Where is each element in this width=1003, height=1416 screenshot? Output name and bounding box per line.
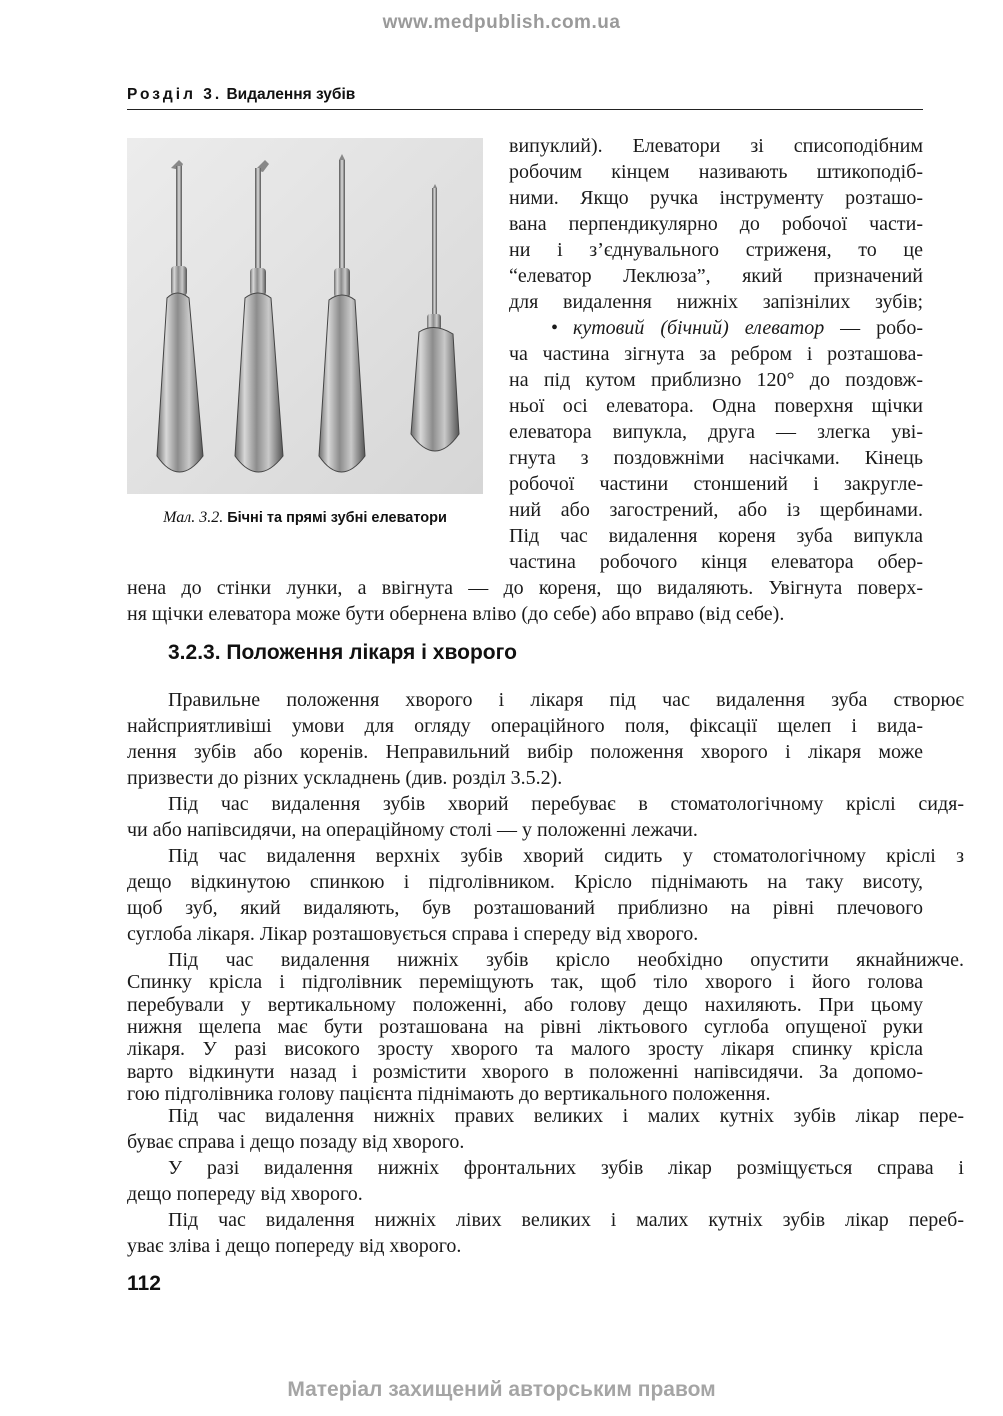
text-line: вана перпендикулярно до робочої части- (509, 213, 923, 235)
text-line: гою підголівника голову пацієнта піднімають до вертикального положення. (127, 1082, 771, 1105)
text-line: випуклий). Елеватори зі списоподібним (509, 135, 923, 157)
running-head-section: Розділ 3. (127, 86, 223, 103)
text-line: Під час видалення верхніх зубів хворий сидить у стоматологічному кріслі з (168, 845, 964, 867)
text-line: нижня щелепа має бути розташована на рівні ліктьового суглоба опущеної руки (127, 1015, 923, 1038)
figure-label: Мал. 3.2. (163, 509, 224, 526)
text-line: призвести до різних ускладнень (див. розділ 3.5.2). (127, 767, 563, 789)
text-line: уває зліва і дещо попереду від хворого. (127, 1235, 462, 1257)
text-line: Під час видалення нижніх зубів крісло необхідно опустити якнайнижче. (168, 949, 964, 971)
text-line: У разі видалення нижніх фронтальних зубів лікар розміщується справа і (168, 1157, 964, 1179)
text-line: ня щічки елеватора може бути обернена вліво (до себе) або вправо (від себе). (127, 603, 785, 625)
text-line: перебували у вертикальному положенні, або голову дещо нахиляють. При цьому (127, 993, 923, 1016)
text-line: “елеватор Леклюза”, який призначений (509, 265, 923, 287)
text-line: робочим кінцем називають штикоподіб- (509, 161, 923, 183)
text-line: Спинку крісла і підголівник переміщують так, щоб тіло хворого і його голова (127, 971, 923, 994)
header-rule (127, 109, 923, 110)
watermark-url: www.medpublish.com.ua (382, 12, 621, 33)
figure-caption (127, 509, 483, 527)
text-line: ньої осі елеватора. Одна поверхня щічки (509, 395, 923, 417)
text-line: ними. Якщо ручка інструменту розташо- (509, 187, 923, 209)
text-line: елеватора випукла, друга — злегка уві- (509, 421, 923, 443)
text-line: Під час видалення нижніх лівих великих і малих кутніх зубів лікар переб- (168, 1209, 964, 1231)
section-heading: 3.2.3. Положення лікаря і хворого (168, 641, 517, 664)
text-line: ний або загострений, або із щербинами. (509, 499, 923, 521)
running-head (127, 86, 923, 104)
text-line: лення зубів або коренів. Неправильний вибір положення хворого і лікаря може (127, 741, 923, 763)
text-line: Під час видалення кореня зуба випукла (509, 525, 923, 547)
page-number: 112 (127, 1272, 161, 1295)
text-line: лікаря. У разі високого зросту хворого та малого зросту лікаря спинку крісла (127, 1038, 923, 1061)
text-line: для видалення нижніх запізнілих зубів; (509, 291, 923, 313)
bullet-term: кутовий (бічний) елеватор (573, 317, 825, 339)
text-line: чи або напівсидячи, на операційному столі — у положенні лежачи. (127, 819, 698, 841)
text-line: на під кутом приблизно 120° до поздовж- (509, 369, 923, 391)
figure-dental-elevators-photo (127, 138, 483, 494)
text-line: Під час видалення зубів хворий перебуває в стоматологічному кріслі сидя- (168, 793, 964, 815)
text-line: ни і з’єднувального стриженя, то це (509, 239, 923, 261)
text-line: буває справа і дещо позаду від хворого. (127, 1131, 465, 1153)
text-line: нена до стінки лунки, а ввігнута — до кореня, що видаляють. Увігнута поверх- (127, 577, 923, 599)
text-line: суглоба лікаря. Лікар розташовується справа і спереду від хворого. (127, 923, 699, 945)
text-line: частина робочого кінця елеватора обер- (509, 551, 923, 573)
text-line: Правильне положення хворого і лікаря під час видалення зуба створює (168, 689, 964, 711)
copyright-watermark: Матеріал захищений авторським правом (287, 1378, 716, 1401)
bullet-item (521, 315, 923, 341)
text-line: гнута з поздовжніми насічками. Кінець (509, 447, 923, 469)
running-head-title: Видалення зубів (226, 86, 356, 103)
text-line: дещо попереду від хворого. (127, 1183, 363, 1205)
text-line: робочої частини стоншений і закругле- (509, 473, 923, 495)
text-line: Під час видалення нижніх правих великих і малих кутніх зубів лікар пере- (168, 1105, 964, 1127)
text-line: щоб зуб, який видаляють, був розташований приблизно на рівні плечового (127, 897, 923, 919)
bullet-dot: • (551, 317, 559, 339)
text-line: ча частина зігнута за ребром і розташова- (509, 343, 923, 365)
bullet-text: — робо- (824, 317, 923, 339)
text-line: варто відкинути назад і розмістити хворого в положенні напівсидячи. За допомо- (127, 1060, 923, 1083)
text-line: найсприятливіші умови для огляду операційного поля, фіксації щелеп і вида- (127, 715, 923, 737)
text-line: дещо відкинутою спинкою і підголівником. Крісло піднімають на таку висоту, (127, 871, 923, 893)
figure-caption-text: Бічні та прямі зубні елеватори (227, 510, 447, 526)
